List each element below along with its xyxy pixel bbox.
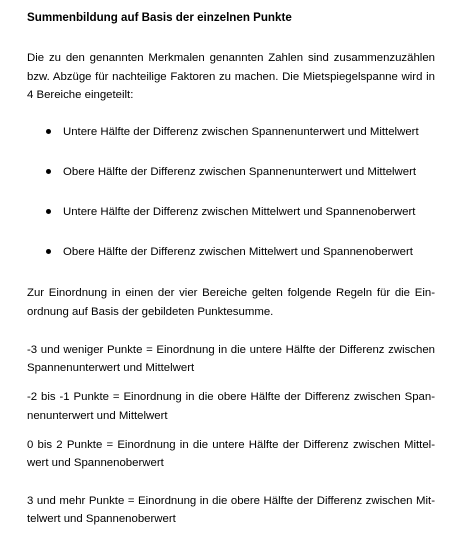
list-item-text: Untere Hälfte der Differenz zwischen Spannenunterwert und Mittelwert — [63, 126, 419, 138]
intro-line-3: 4 Bereiche eingeteilt: — [27, 89, 134, 101]
list-item-text: Obere Hälfte der Differenz zwischen Mittelwert und Spannenoberwert — [63, 246, 413, 258]
intro-line-2: bzw. Abzüge für nachteilige Faktoren zu machen. Die Mietspiegelspanne wird in — [27, 71, 435, 83]
rule-line-2: wert und Spannenoberwert — [27, 457, 164, 469]
rule-line-1: 0 bis 2 Punkte = Einordnung in die untere Hälfte der Differenz zwischen Mittel- — [27, 439, 435, 451]
rule-line-2: telwert und Spannenoberwert — [27, 513, 176, 525]
bullet-dot-icon — [46, 249, 51, 254]
intro-line-1: Die zu den genannten Merkmalen genannten Zahlen sind zusammenzuzählen — [27, 52, 435, 64]
bullet-dot-icon — [46, 169, 51, 174]
list-item-text: Obere Hälfte der Differenz zwischen Spannenunterwert und Mittelwert — [63, 166, 417, 178]
rule-line-1: 3 und mehr Punkte = Einordnung in die obere Hälfte der Differenz zwischen Mit- — [27, 495, 435, 507]
bullet-dot-icon — [46, 209, 51, 214]
rules-intro-line-2: ordnung auf Basis der gebildeten Punktesumme. — [27, 306, 274, 318]
list-item-text: Untere Hälfte der Differenz zwischen Mittelwert und Spannenoberwert — [63, 206, 416, 218]
rule-line-1: -3 und weniger Punkte = Einordnung in die untere Hälfte der Differenz zwischen — [27, 344, 435, 356]
section-heading: Summenbildung auf Basis der einzelnen Punkte — [27, 11, 292, 24]
rule-line-1: -2 bis -1 Punkte = Einordnung in die obere Hälfte der Differenz zwischen Span- — [27, 391, 435, 403]
bullet-dot-icon — [46, 129, 51, 134]
rules-intro-line-1: Zur Einordnung in einen der vier Bereiche gelten folgende Regeln für die Ein- — [27, 287, 435, 299]
rule-line-2: nenunterwert und Mittelwert — [27, 410, 168, 422]
rule-line-2: Spannenunterwert und Mittelwert — [27, 362, 195, 374]
